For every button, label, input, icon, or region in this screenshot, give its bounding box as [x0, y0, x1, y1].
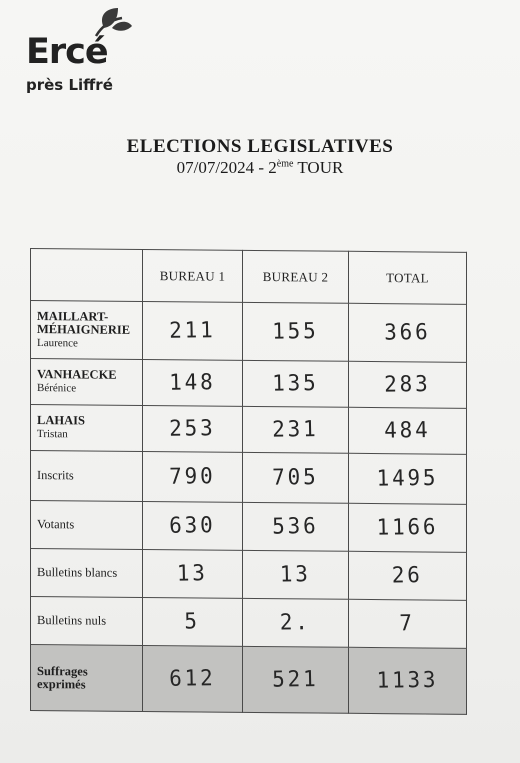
row-label: Bulletins blancs: [31, 549, 143, 598]
bureau-2-value: 705: [243, 452, 349, 503]
table-row: [31, 549, 467, 601]
document-title: ELECTIONS LEGISLATIVES: [126, 136, 394, 157]
total-value: 484: [349, 407, 467, 454]
bureau-2-value: 231: [243, 406, 349, 453]
row-label: [31, 301, 143, 360]
bureau-2-value: 536: [243, 502, 349, 551]
bureau-1-value: 790: [143, 451, 243, 502]
town-logo: [22, 6, 132, 98]
row-label: Suffrages exprimés: [31, 645, 143, 712]
table-row: [31, 301, 467, 363]
table-row: [31, 451, 467, 505]
candidate-first-name: Tristan: [37, 428, 68, 441]
table-row: [31, 359, 467, 409]
bureau-1-value: 630: [143, 501, 243, 550]
candidate-first-name: Bérénice: [37, 382, 77, 395]
table-row: [31, 597, 467, 649]
total-value: 26: [349, 551, 467, 600]
header-bureau-1: BUREAU 1: [143, 249, 243, 302]
round-suffix: ème: [276, 158, 294, 170]
header-row: [31, 249, 467, 305]
row-label: [31, 359, 143, 406]
document-subtitle: [0, 158, 520, 178]
bureau-1-value: 13: [143, 549, 243, 598]
bureau-1-value: 148: [143, 359, 243, 406]
candidate-name: MAILLART-MÉHAIGNERIE: [37, 308, 131, 337]
row-label: [31, 405, 143, 452]
election-date: 07/07/2024 - 2: [176, 158, 277, 177]
bureau-1-value: 612: [143, 645, 243, 712]
results-table: [30, 248, 467, 715]
round-label: TOUR: [297, 158, 344, 177]
bureau-2-value: 155: [243, 302, 349, 361]
candidate-name: LAHAIS: [37, 413, 85, 428]
row-label: Votants: [31, 501, 143, 550]
total-value: 366: [349, 303, 467, 362]
header-bureau-2: BUREAU 2: [243, 250, 349, 303]
logo-name: Ercé: [26, 32, 108, 72]
candidate-first-name: Laurence: [37, 336, 78, 349]
bureau-2-value: 2.: [243, 598, 349, 647]
bureau-2-value: 135: [243, 360, 349, 407]
header-total: TOTAL: [349, 251, 467, 304]
bureau-1-value: 5: [143, 597, 243, 646]
bureau-2-value: 521: [243, 646, 349, 713]
row-label: Bulletins nuls: [31, 597, 143, 646]
total-value: 1495: [349, 453, 467, 504]
total-value: 283: [349, 361, 467, 408]
table-row: [31, 501, 467, 553]
bureau-1-value: 211: [143, 301, 243, 360]
logo-subtitle: près Liffré: [26, 76, 113, 94]
table-row: [31, 405, 467, 455]
bureau-2-value: 13: [243, 550, 349, 599]
bureau-1-value: 253: [143, 405, 243, 452]
row-label: Inscrits: [31, 451, 143, 502]
table-row-highlighted: [31, 645, 467, 715]
header-empty-cell: [31, 249, 143, 302]
total-value: 1133: [349, 647, 467, 714]
candidate-name: VANHAECKE: [37, 367, 117, 382]
total-value: 1166: [349, 503, 467, 552]
total-value: 7: [349, 599, 467, 648]
